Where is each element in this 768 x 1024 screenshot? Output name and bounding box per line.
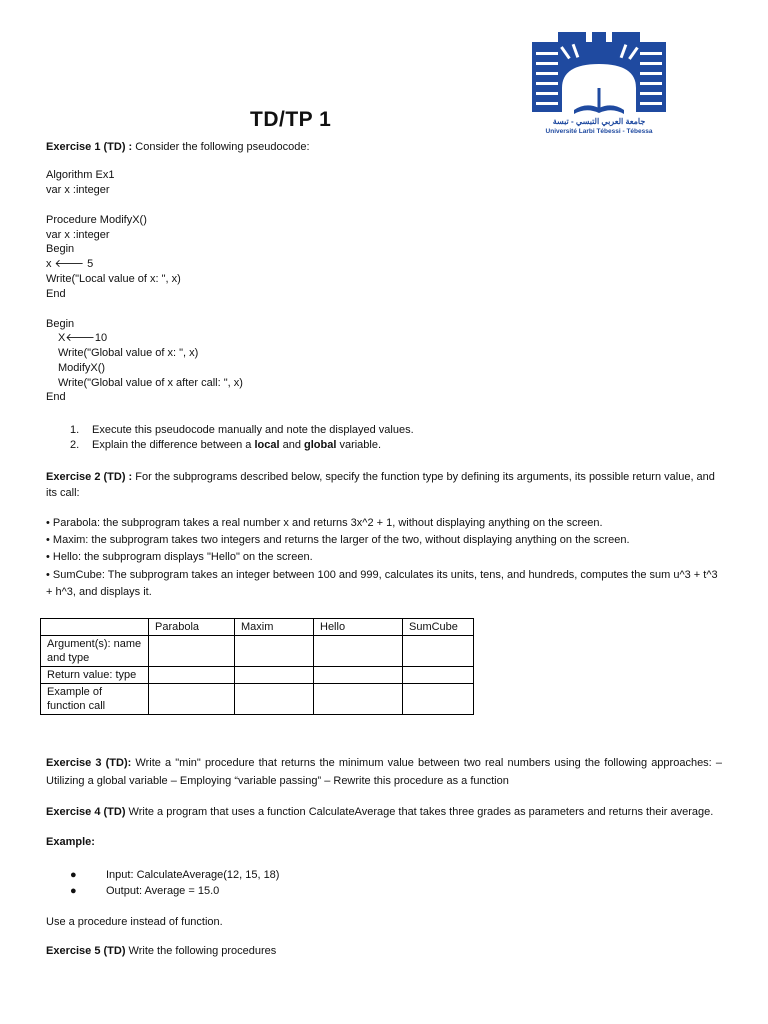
code-line: Algorithm Ex1 [46,169,115,181]
table-row-label: Argument(s): name and type [41,636,149,667]
example-heading [46,835,95,849]
exercise-5-label: Exercise 5 (TD) [46,945,126,957]
list-item: • Parabola: the subprogram takes a real number x and returns 3x^2 + 1, without displaying anything on the screen. [46,517,603,529]
university-logo [528,28,670,140]
table-header-cell: Parabola [149,619,235,636]
table-header-cell: Maxim [235,619,314,636]
example-label: Example: [46,836,95,848]
code-line: var x :integer [46,184,110,196]
exercise-3 [46,754,722,790]
exercise-4-text: Write a program that uses a function CalculateAverage that takes three grades as parameters and returns their average. [125,806,714,818]
code-line: var x :integer [46,229,110,241]
code-line: End [46,288,66,300]
exercise-2-intro: For the subprograms described below, specify the function type by defining its arguments, its possible return value, and its call: [46,471,715,499]
code-line: Write("Local value of x: ", x) [46,273,181,285]
code-line: Write("Global value of x: ", x) [58,347,199,359]
question-text: and [279,439,305,451]
page-title: TD/TP 1 [250,108,332,131]
example-item: Output: Average = 15.0 [106,885,220,897]
logo-latin-text: Université Larbi Tébessi - Tébessa [545,128,653,135]
table-cell [149,636,235,667]
question-text: Explain the difference between a [92,439,255,451]
code-line: Procedure ModifyX() [46,214,147,226]
exercise-5 [46,944,276,958]
code-line: End [46,391,66,403]
table-header-cell: SumCube [403,619,474,636]
table-cell [314,667,403,684]
bullet-icon: ● [70,869,77,881]
example-item: Input: CalculateAverage(12, 15, 18) [106,869,280,881]
table-cell [403,667,474,684]
exercise-2-heading [46,469,722,501]
exercise-2-label: Exercise 2 (TD) : [46,471,133,483]
table-cell [314,684,403,715]
question-text: Execute this pseudocode manually and note the displayed values. [92,424,414,436]
table-row [41,667,474,684]
code-line: Begin [46,318,75,330]
subprogram-table [40,618,474,715]
exercise-1-question-2 [70,438,381,452]
code-line: ModifyX() [58,362,106,374]
exercise-4 [46,805,722,820]
list-item: • SumCube: The subprogram takes an integer between 100 and 999, calculates its units, tens, and hundreds, computes the sum u^3 + t^3 + h^3, and displays it. [46,569,718,598]
list-item [70,884,219,898]
exercise-3-label: Exercise 3 (TD): [46,757,132,769]
exercise-1-question-1 [70,423,414,437]
logo-arabic-text: جامعة العربي التبسي - تبسة [552,117,646,126]
table-cell [314,636,403,667]
code-line: X🡐10 [58,332,108,344]
exercise-1-heading [46,140,310,154]
table-row [41,684,474,715]
exercise-4-label: Exercise 4 (TD) [46,806,126,818]
code-line: Begin [46,243,75,255]
table-cell [149,684,235,715]
table-cell [149,667,235,684]
table-cell [403,636,474,667]
exercise-4-footer: Use a procedure instead of function. [46,916,223,928]
table-row-label: Example of function call [41,684,149,715]
list-item [70,868,279,882]
keyword-global: global [304,439,337,451]
keyword-local: local [254,439,280,451]
code-line: x 🡐 5 [46,258,94,270]
exercise-1-intro: Consider the following pseudocode: [132,141,310,153]
bullet-icon: ● [70,885,77,897]
list-item: • Maxim: the subprogram takes two integers and returns the larger of the two, without displaying anything on the screen. [46,534,630,546]
table-cell [235,684,314,715]
table-row [41,636,474,667]
table-row-label: Return value: type [41,667,149,684]
code-line: Write("Global value of x after call: ", x) [58,377,243,389]
question-number: 2. [70,439,80,451]
table-header-cell [41,619,149,636]
table-header-row [41,619,474,636]
exercise-5-text: Write the following procedures [125,945,277,957]
table-header-cell: Hello [314,619,403,636]
exercise-1-label: Exercise 1 (TD) : [46,141,133,153]
table-cell [235,636,314,667]
question-number: 1. [70,424,80,436]
question-text: variable. [336,439,382,451]
exercise-3-text: Write a "min" procedure that returns the minimum value between two real numbers using the following approaches: – Utilizing a global variable – Employing “variable passing” – Rewrite this procedure as a function [46,757,722,787]
table-cell [235,667,314,684]
table-cell [403,684,474,715]
list-item: • Hello: the subprogram displays "Hello" on the screen. [46,551,313,563]
